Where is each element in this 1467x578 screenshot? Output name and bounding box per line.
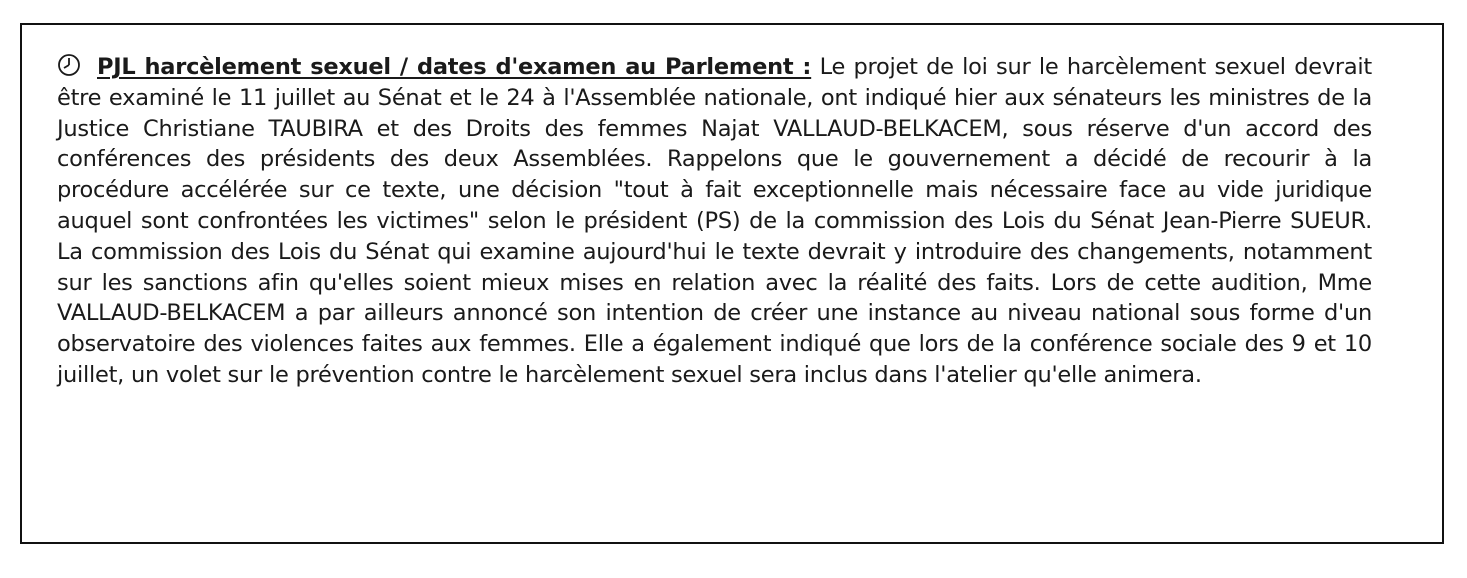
article-body: Le projet de loi sur le harcèlement sexuel devrait être examiné le 11 juillet au Sénat et le 24 à l'Assemblée nationale, ont indiqué hier aux sénateurs les ministres de la Justice Christiane TAUBIRA et des Droits des femmes Najat VALLAUD-BELKACEM, sous réserve d'un accord des conférences des présidents des deux Assemblées. Rappelons que le gouvernement a décidé de recourir à la procédure accélérée sur ce texte, une décision "tout à fait exceptionnelle mais nécessaire face au vide juridique auquel sont confrontées les victimes" selon le président (PS) de la commission des Lois du Sénat Jean-Pierre SUEUR. La commission des Lois du Sénat qui examine aujourd'hui le texte devrait y introduire des changements, notamment sur les sanctions afin qu'elles soient mieux mises en relation avec la réalité des faits. Lors de cette audition, Mme VALLAUD-BELKACEM a par ailleurs annoncé son intention de créer une instance au niveau national sous forme d'un observatoire des violences faites aux femmes. Elle a également indiqué que lors de la conférence sociale des 9 et 10 juillet, un volet sur le prévention contre le harcèlement sexuel sera inclus dans l'atelier qu'elle animera. xyxy=(57,54,1372,388)
article-frame xyxy=(20,23,1444,544)
article-headline: PJL harcèlement sexuel / dates d'examen au Parlement : xyxy=(97,54,812,80)
clock-icon xyxy=(57,53,81,77)
article-paragraph xyxy=(57,52,1372,391)
